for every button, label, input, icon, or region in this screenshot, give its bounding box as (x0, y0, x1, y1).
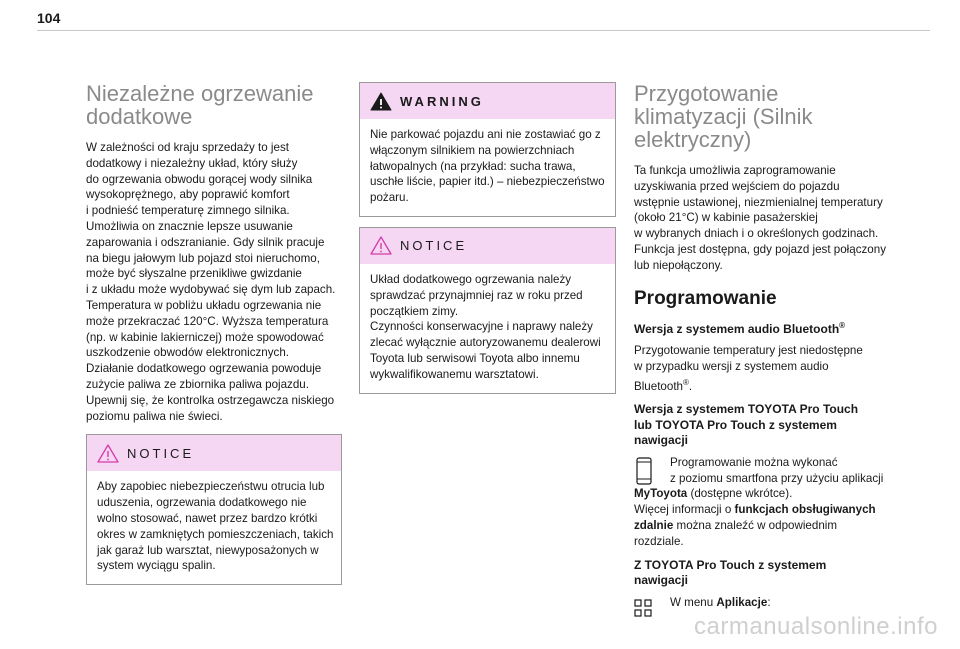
page-number: 104 (37, 10, 61, 26)
bluetooth-version-text: Przygotowanie temperatury jest niedostępne w przypadku wersji z systemem audio Bluetooth®. (634, 344, 863, 393)
preconditioning-intro: Ta funkcja umożliwia zaprogramowanie uzyskiwania przed wejściem do pojazdu wstępnie ustawionej, niezmienialnej temperatury (około 21°C) w kabinie pasażerskiej w wybranych dniach i o określonych godzinach. Funkcja jest dostępna, gdy pojazd jest połączony lub niepołączony. (634, 164, 886, 272)
column-3 (634, 82, 904, 610)
warning-box (359, 82, 616, 217)
notice-box-2 (359, 227, 616, 394)
smartphone-icon (634, 457, 654, 485)
apps-grid-icon (634, 599, 652, 617)
notice-box-header (360, 228, 615, 264)
heading-bluetooth-version: Wersja z systemem audio Bluetooth® (634, 320, 846, 336)
notice-box-header (87, 435, 341, 471)
notice-triangle-icon (97, 444, 119, 463)
protouch-version-text: Programowanie można wykonać z poziomu smartfona przy użyciu aplikacji MyToyota (dostępne wkrótce). Więcej informacji o funkcjach obsługiwanych zdalnie można znaleźć w odpowiednim rozdziale. (634, 455, 884, 548)
warning-label: WARNING (400, 93, 484, 109)
notice-text: Układ dodatkowego ogrzewania należy sprawdzać przynajmniej raz w roku przed początkiem zimy. Czynności konserwacyjne i naprawy należy zlecać wyłącznie autoryzowanemu dealerowi Toyota lub serwisowi Toyota albo innemu wykwalifikowanemu warsztatowi. (370, 272, 601, 381)
column-2 (359, 82, 616, 394)
warning-box-header (360, 83, 615, 119)
notice-triangle-icon (370, 236, 392, 255)
section-title-preconditioning: Przygotowanie klimatyzacji (Silnik elektryczny) (634, 81, 813, 152)
top-rule (37, 30, 930, 31)
heading-programming: Programowanie (634, 287, 777, 309)
notice-box-1 (86, 434, 342, 585)
section-title-auxiliary-heating: Niezależne ogrzewanie dodatkowe (86, 81, 314, 129)
heading-protouch-navigation: Z TOYOTA Pro Touch z systemem nawigacji (634, 557, 827, 588)
notice-label: NOTICE (127, 445, 195, 461)
watermark: carmanualsonline.info (694, 613, 938, 640)
notice-text: Aby zapobiec niebezpieczeństwu otrucia lub uduszenia, ogrzewania dodatkowego nie wolno stosować, nawet przez bardzo krótki okres w zamkniętych pomieszczeniach, takich jak garaż lub warsztat, niewyposażonych w system wyciągu spalin. (97, 480, 334, 573)
heading-protouch-version: Wersja z systemem TOYOTA Pro Touch lub TOYOTA Pro Touch z systemem nawigacji (634, 402, 859, 448)
warning-triangle-icon (370, 92, 392, 111)
warning-text: Nie parkować pojazdu ani nie zostawiać go z włączonym silnikiem na powierzchniach łatwopalnych (na przykład: sucha trawa, uschłe liście, papier itd.) – niebezpieczeństwo pożaru. (370, 128, 605, 205)
column-1 (86, 82, 342, 585)
apps-menu-text: W menu Aplikacje: (634, 595, 904, 611)
auxiliary-heating-text: W zależności od kraju sprzedaży to jest dodatkowy i niezależny układ, który służy do ogrzewania obwodu gorącej wody silnika wysokoprężnego, aby poprawić komfort i podnieść temperaturę zimnego silnika. Umożliwia on znacznie lepsze usuwanie zaparowania i odszranianie. Gdy silnik pracuje na biegu jałowym lub pojazd stoi nieruchomo, może być słyszalne przenikliwe gwizdanie i z układu może wydobywać się dym lub zapach. Temperatura w pobliżu układu ogrzewania nie może przekraczać 120°C. Wyższa temperatura (np. w kabinie lakierniczej) może spowodować uszkodzenie obwodów elektronicznych. Działanie dodatkowego ogrzewania powoduje zużycie paliwa ze zbiornika paliwa pojazdu. Upewnij się, że kontrolka ostrzegawcza niskiego poziomu paliwa nie świeci. (86, 141, 336, 423)
notice-label: NOTICE (400, 238, 468, 254)
